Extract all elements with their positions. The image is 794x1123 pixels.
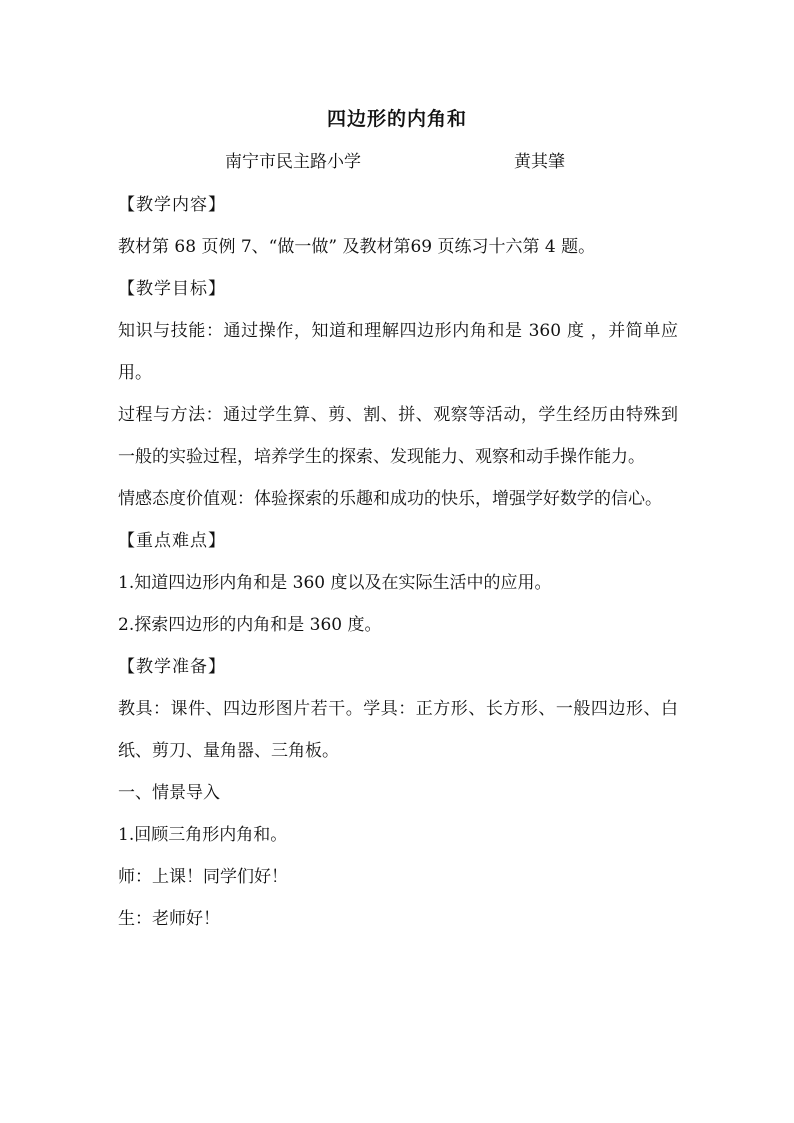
school-name: 南宁市民主路小学 <box>225 152 361 172</box>
document-title: 四边形的内角和 <box>326 108 467 130</box>
key-point-2: 2.探索四边形的内角和是 360 度。 <box>118 615 382 635</box>
preparation-paragraph: 教具：课件、四边形图片若干。学具：正方形、长方形、一般四边形、白纸、剪刀、量角器、三角板。 <box>118 699 678 761</box>
section-heading-preparation: 【教学准备】 <box>118 657 226 677</box>
dialog-student: 生：老师好！ <box>118 909 220 929</box>
goal-emotion-paragraph: 情感态度价值观：体验探索的乐趣和成功的快乐，增强学好数学的信心。 <box>118 489 662 509</box>
content-paragraph: 教材第 68 页例 7、“做一做” 及教材第69 页练习十六第 4 题。 <box>118 237 596 257</box>
section-heading-key-points: 【重点难点】 <box>118 531 226 551</box>
step-1: 1.回顾三角形内角和。 <box>118 825 288 845</box>
section-heading-content: 【教学内容】 <box>118 195 226 215</box>
goal-process-paragraph: 过程与方法：通过学生算、剪、割、拼、观察等活动，学生经历由特殊到一般的实验过程，培养学生的探索、发现能力、观察和动手操作能力。 <box>118 405 678 467</box>
goal-knowledge-paragraph: 知识与技能：通过操作，知道和理解四边形内角和是 360 度 ，并简单应用。 <box>118 321 678 383</box>
dialog-teacher: 师：上课！同学们好！ <box>118 867 288 887</box>
key-point-1: 1.知道四边形内角和是 360 度以及在实际生活中的应用。 <box>118 573 552 593</box>
document-body <box>118 184 678 940</box>
author-name: 黄其肇 <box>514 152 565 172</box>
section-heading-goals: 【教学目标】 <box>118 279 226 299</box>
section-intro-heading: 一、情景导入 <box>118 783 220 803</box>
